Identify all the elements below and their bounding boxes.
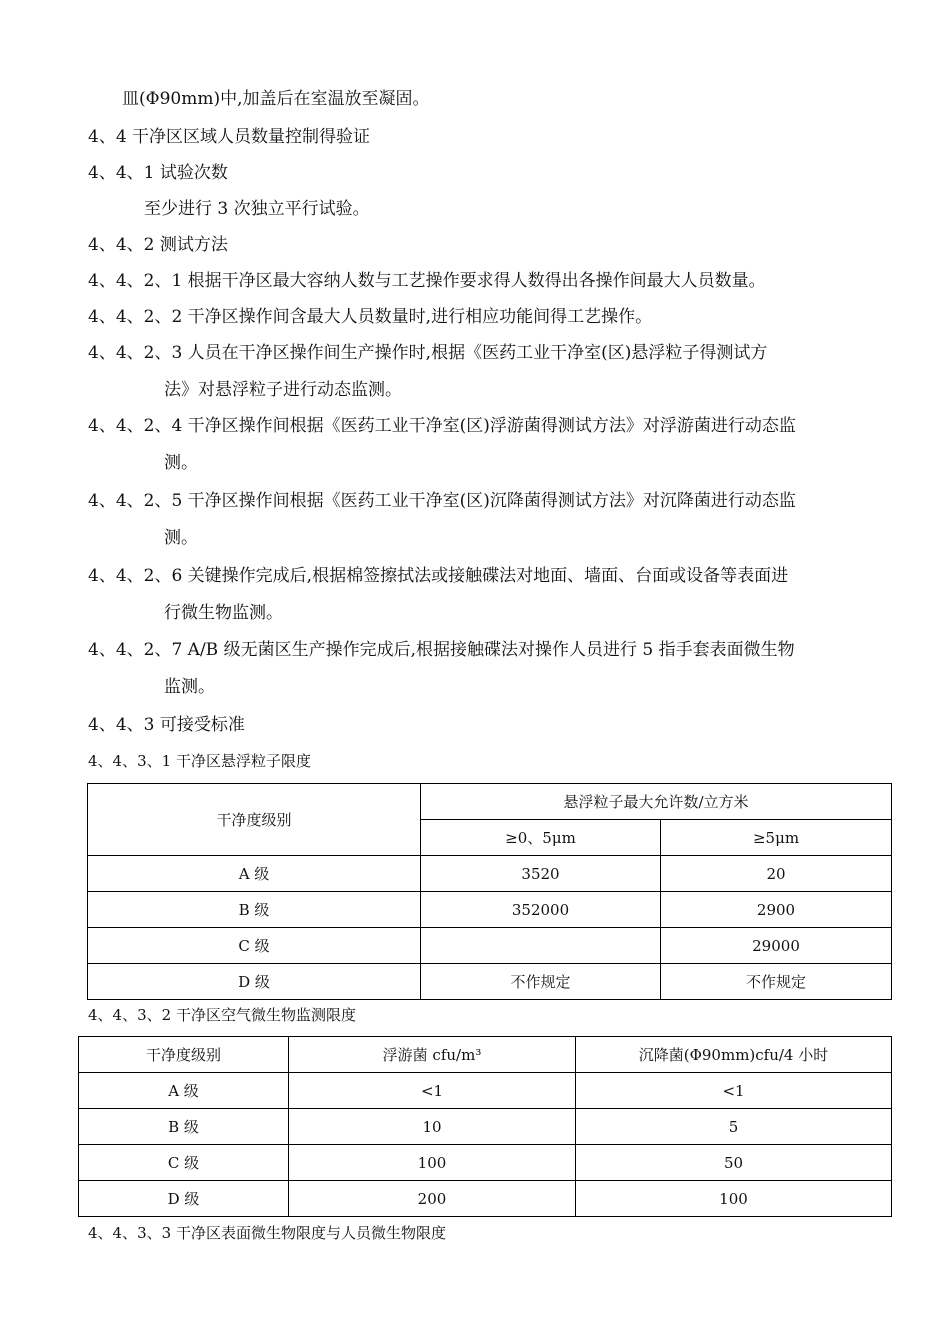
table-cell: 100 <box>576 1181 892 1217</box>
subsection-heading: 4、4、3 可接受标准 <box>88 715 245 735</box>
paragraph <box>88 408 888 482</box>
paragraph <box>88 632 888 706</box>
table-cell: A 级 <box>79 1073 289 1109</box>
table-row <box>88 892 892 928</box>
table-cell: B 级 <box>88 892 421 928</box>
table-cell: 不作规定 <box>421 964 661 1000</box>
table-header-cell: ≥0、5μm <box>421 820 661 856</box>
subsection-heading: 4、4、1 试验次数 <box>88 163 228 183</box>
paragraph <box>88 558 888 632</box>
text-line: 4、4、2、1 根据干净区最大容纳人数与工艺操作要求得人数得出各操作间最大人员数量。 <box>88 271 766 291</box>
text-line: 4、4、2、2 干净区操作间含最大人员数量时,进行相应功能间得工艺操作。 <box>88 307 653 327</box>
table-header-cell: 悬浮粒子最大允许数/立方米 <box>421 784 892 820</box>
paragraph-continuation: 监测。 <box>164 677 215 697</box>
table-row <box>79 1073 892 1109</box>
paragraph <box>88 483 888 557</box>
table-row <box>88 928 892 964</box>
table-caption: 4、4、3、2 干净区空气微生物监测限度 <box>88 1006 356 1024</box>
table-cell: <1 <box>576 1073 892 1109</box>
table-cell: C 级 <box>88 928 421 964</box>
subsection-heading: 4、4、2 测试方法 <box>88 235 228 255</box>
table-cell <box>421 928 661 964</box>
table-header-cell: 干净度级别 <box>79 1037 289 1073</box>
text-line: 皿(Φ90mm)中,加盖后在室温放至凝固。 <box>122 89 430 109</box>
table-header-cell: 浮游菌 cfu/m³ <box>289 1037 576 1073</box>
paragraph-continuation: 测。 <box>164 528 198 548</box>
paragraph-line: 4、4、2、7 A/B 级无菌区生产操作完成后,根据接触碟法对操作人员进行 5 指手套表面微生物 <box>88 640 795 660</box>
table-row <box>79 1109 892 1145</box>
table-row <box>79 1145 892 1181</box>
table-cell: 200 <box>289 1181 576 1217</box>
section-heading: 4、4 干净区区域人员数量控制得验证 <box>88 127 371 147</box>
table-header-cell: ≥5μm <box>661 820 892 856</box>
table-cell: <1 <box>289 1073 576 1109</box>
table-row <box>88 856 892 892</box>
table-cell: D 级 <box>79 1181 289 1217</box>
table-header-row <box>79 1037 892 1073</box>
table-cell: 2900 <box>661 892 892 928</box>
table-cell: 352000 <box>421 892 661 928</box>
table-cell: B 级 <box>79 1109 289 1145</box>
paragraph <box>88 335 888 409</box>
text-line: 至少进行 3 次独立平行试验。 <box>144 199 370 219</box>
table-header-cell: 沉降菌(Φ90mm)cfu/4 小时 <box>576 1037 892 1073</box>
table-caption: 4、4、3、1 干净区悬浮粒子限度 <box>88 752 311 770</box>
table-cell: A 级 <box>88 856 421 892</box>
table-cell: 20 <box>661 856 892 892</box>
airborne-microbe-table <box>78 1036 892 1217</box>
paragraph-line: 4、4、2、6 关键操作完成后,根据棉签擦拭法或接触碟法对地面、墙面、台面或设备等表面进 <box>88 566 789 586</box>
table-cell: C 级 <box>79 1145 289 1181</box>
table-row <box>88 964 892 1000</box>
table-cell: 3520 <box>421 856 661 892</box>
paragraph-line: 4、4、2、3 人员在干净区操作间生产操作时,根据《医药工业干净室(区)悬浮粒子得测试方 <box>88 343 768 363</box>
particle-limit-table <box>87 783 892 1000</box>
paragraph-continuation: 行微生物监测。 <box>164 603 283 623</box>
table-cell: 50 <box>576 1145 892 1181</box>
table-row <box>79 1181 892 1217</box>
paragraph-continuation: 法》对悬浮粒子进行动态监测。 <box>164 380 402 400</box>
table-header-cell: 干净度级别 <box>88 784 421 856</box>
table-cell: D 级 <box>88 964 421 1000</box>
table-cell: 100 <box>289 1145 576 1181</box>
paragraph-line: 4、4、2、4 干净区操作间根据《医药工业干净室(区)浮游菌得测试方法》对浮游菌进行动态监 <box>88 416 796 436</box>
paragraph-continuation: 测。 <box>164 453 198 473</box>
table-cell: 不作规定 <box>661 964 892 1000</box>
table-caption: 4、4、3、3 干净区表面微生物限度与人员微生物限度 <box>88 1224 446 1242</box>
paragraph-line: 4、4、2、5 干净区操作间根据《医药工业干净室(区)沉降菌得测试方法》对沉降菌进行动态监 <box>88 491 796 511</box>
table-cell: 29000 <box>661 928 892 964</box>
table-cell: 5 <box>576 1109 892 1145</box>
table-cell: 10 <box>289 1109 576 1145</box>
